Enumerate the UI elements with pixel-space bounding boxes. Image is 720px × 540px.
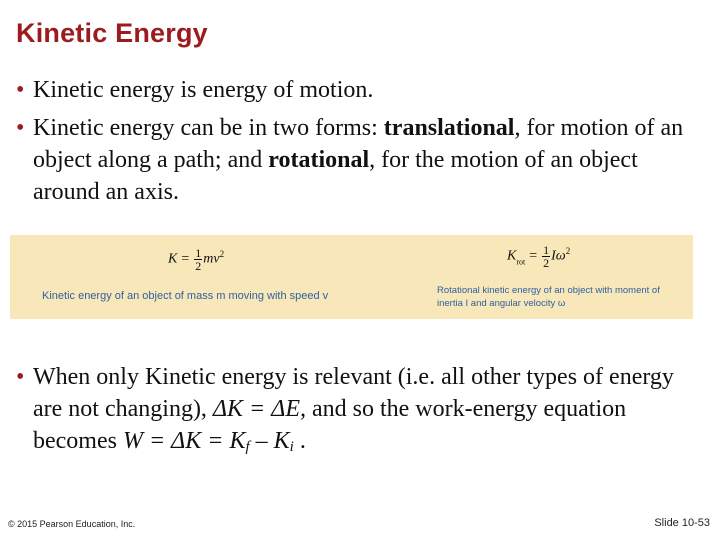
bullet-text-pre: When only Kinetic energy is relevant (i.e. all other types of energy are not changing), (33, 364, 674, 422)
bullet-marker: • (16, 115, 25, 141)
bullet-item (16, 361, 706, 463)
subscript-f: f (245, 439, 250, 455)
translational-caption: Kinetic energy of an object of mass m moving with speed v (42, 290, 329, 302)
bullet-text-pre: Kinetic energy can be in two forms: (33, 115, 384, 141)
bullet-item (16, 112, 706, 208)
bullet-end: . (293, 428, 306, 454)
bullet-marker: • (16, 364, 25, 390)
delta-relation: ΔK = ΔE, (212, 396, 306, 422)
eq-power: 2 (219, 248, 225, 259)
eq-denominator: 2 (195, 259, 202, 273)
bullet-text-mid: , for motion of an object along a path; and (33, 115, 684, 173)
bullet-list-bottom (16, 361, 706, 469)
subscript-i: i (289, 439, 294, 455)
eq-lhs: K (168, 251, 178, 267)
bullet-item (16, 74, 706, 106)
copyright: © 2015 Pearson Education, Inc. (8, 519, 136, 529)
bullet-text-post: , for the motion of an object around an axis. (33, 147, 638, 205)
rotational-ke-equation (507, 244, 570, 269)
term-translational: translational (383, 115, 515, 141)
eq-numerator: 1 (543, 243, 550, 257)
eq-numerator: 1 (195, 246, 202, 260)
bullet-text: Kinetic energy is energy of motion. (33, 77, 374, 103)
bullet-marker: • (16, 77, 25, 103)
translational-ke-equation (168, 247, 224, 272)
eq-power: 2 (565, 245, 571, 256)
bullet-text-mid: and so the work-energy equation becomes (33, 396, 627, 454)
minus-ki: – K (249, 428, 290, 454)
eq-fraction (542, 244, 550, 269)
eq-rhs: Iω (551, 248, 566, 264)
work-energy-equation: W = ΔK = K (122, 428, 246, 454)
bullet-list-top (16, 74, 706, 214)
eq-equals: = (529, 248, 538, 264)
eq-fraction (194, 247, 202, 272)
eq-equals: = (181, 251, 190, 267)
slide-number: Slide 10-53 (654, 517, 710, 529)
slide-title: Kinetic Energy (16, 18, 208, 48)
eq-denominator: 2 (543, 256, 550, 270)
eq-lhs-subscript: rot (516, 257, 526, 267)
term-rotational: rotational (268, 147, 370, 173)
rotational-caption: Rotational kinetic energy of an object with moment of inertia I and angular velocity ω (437, 285, 660, 309)
eq-lhs: K (507, 248, 517, 264)
eq-rhs: mv (203, 251, 220, 267)
